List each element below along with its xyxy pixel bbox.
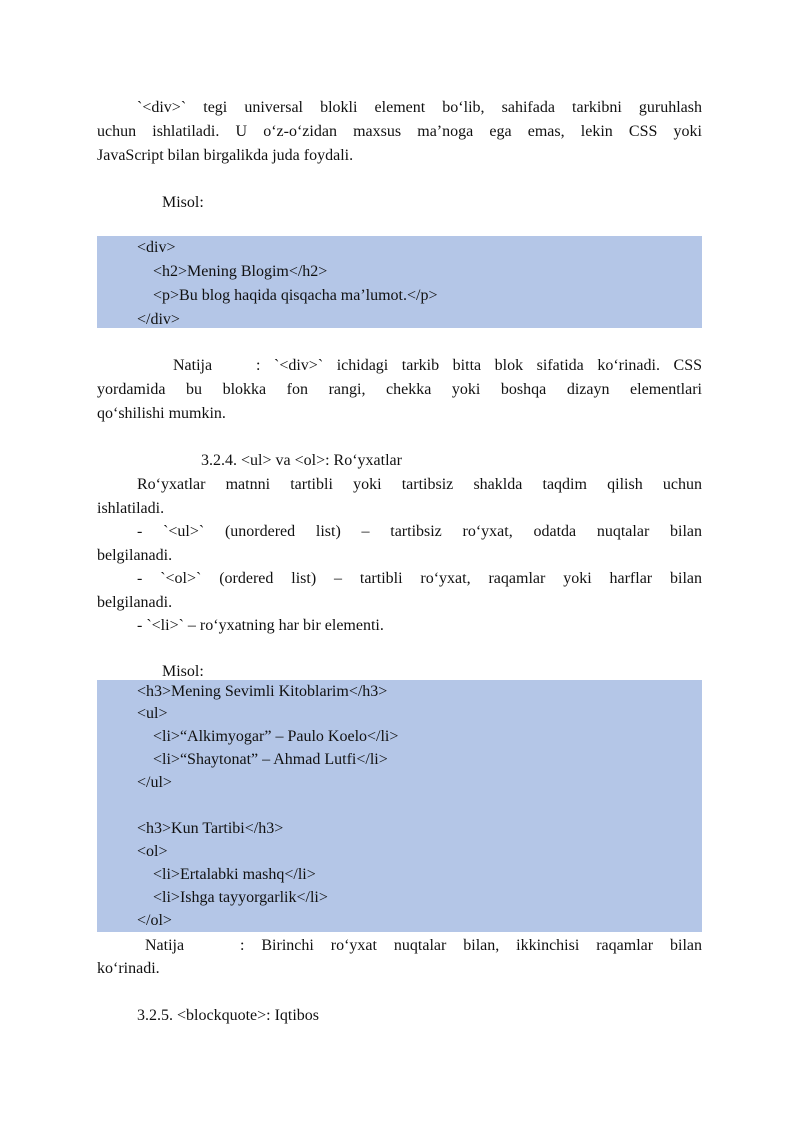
section-heading-blockquote: 3.2.5. <blockquote>: Iqtibos bbox=[137, 1007, 320, 1024]
code-line: <h3>Kun Tartibi</h3> bbox=[137, 820, 284, 837]
code-line: </ol> bbox=[137, 912, 172, 929]
result-line2: ko‘rinadi. bbox=[97, 960, 160, 977]
result-label: Natija bbox=[173, 357, 213, 374]
code-line: <h3>Mening Sevimli Kitoblarim</h3> bbox=[137, 683, 388, 700]
result-line2: yordamida bu blokka fon rangi, chekka yoki boshqa dizayn elementlari bbox=[97, 381, 702, 398]
example-label: Misol: bbox=[162, 194, 204, 211]
paragraph-lists-line2: ishlatiladi. bbox=[97, 500, 165, 517]
list-item-ol-line2: belgilanadi. bbox=[97, 594, 173, 611]
code-line: <ul> bbox=[137, 705, 168, 722]
list-item-ol-line1: - `<ol>` (ordered list) – tartibli ro‘yxat, raqamlar yoki harflar bilan bbox=[137, 570, 702, 587]
paragraph-div-intro-line3: JavaScript bilan birgalikda juda foydali. bbox=[97, 147, 354, 164]
code-line: <div> bbox=[137, 239, 176, 256]
example-label: Misol: bbox=[162, 663, 204, 680]
list-item-ul-line1: - `<ul>` (unordered list) – tartibsiz ro‘yxat, odatda nuqtalar bilan bbox=[137, 523, 702, 540]
section-heading-lists: 3.2.4. <ul> va <ol>: Ro‘yxatlar bbox=[201, 452, 402, 469]
list-item-li: - `<li>` – ro‘yxatning har bir elementi. bbox=[137, 617, 384, 634]
list-item-ul-line2: belgilanadi. bbox=[97, 547, 173, 564]
code-line: <li>“Shaytonat” – Ahmad Lutfi</li> bbox=[153, 751, 388, 768]
code-line: <li>Ishga tayyorgarlik</li> bbox=[153, 889, 328, 906]
paragraph-lists-line1: Ro‘yxatlar matnni tartibli yoki tartibsiz shaklda taqdim qilish uchun bbox=[137, 476, 702, 493]
code-line: </ul> bbox=[137, 774, 172, 791]
result-line1: : Birinchi ro‘yxat nuqtalar bilan, ikkinchisi raqamlar bilan bbox=[240, 937, 702, 954]
code-line: <ol> bbox=[137, 843, 168, 860]
code-line: <p>Bu blog haqida qisqacha ma’lumot.</p> bbox=[153, 287, 438, 304]
result-line3: qo‘shilishi mumkin. bbox=[97, 405, 226, 422]
result-line1: : `<div>` ichidagi tarkib bitta blok sifatida ko‘rinadi. CSS bbox=[256, 357, 702, 374]
code-block-lists bbox=[97, 680, 702, 932]
code-line bbox=[97, 794, 702, 817]
result-label: Natija bbox=[145, 937, 185, 954]
paragraph-div-intro-line1: `<div>` tegi universal blokli element bo‘lib, sahifada tarkibni guruhlash bbox=[137, 99, 702, 116]
code-block-div bbox=[97, 236, 702, 328]
code-line: <h2>Mening Blogim</h2> bbox=[153, 263, 328, 280]
code-line: </div> bbox=[137, 311, 180, 328]
paragraph-div-intro-line2: uchun ishlatiladi. U o‘z-o‘zidan maxsus ma’noga ega emas, lekin CSS yoki bbox=[97, 123, 702, 140]
code-line: <li>Ertalabki mashq</li> bbox=[153, 866, 316, 883]
code-line: <li>“Alkimyogar” – Paulo Koelo</li> bbox=[153, 728, 399, 745]
